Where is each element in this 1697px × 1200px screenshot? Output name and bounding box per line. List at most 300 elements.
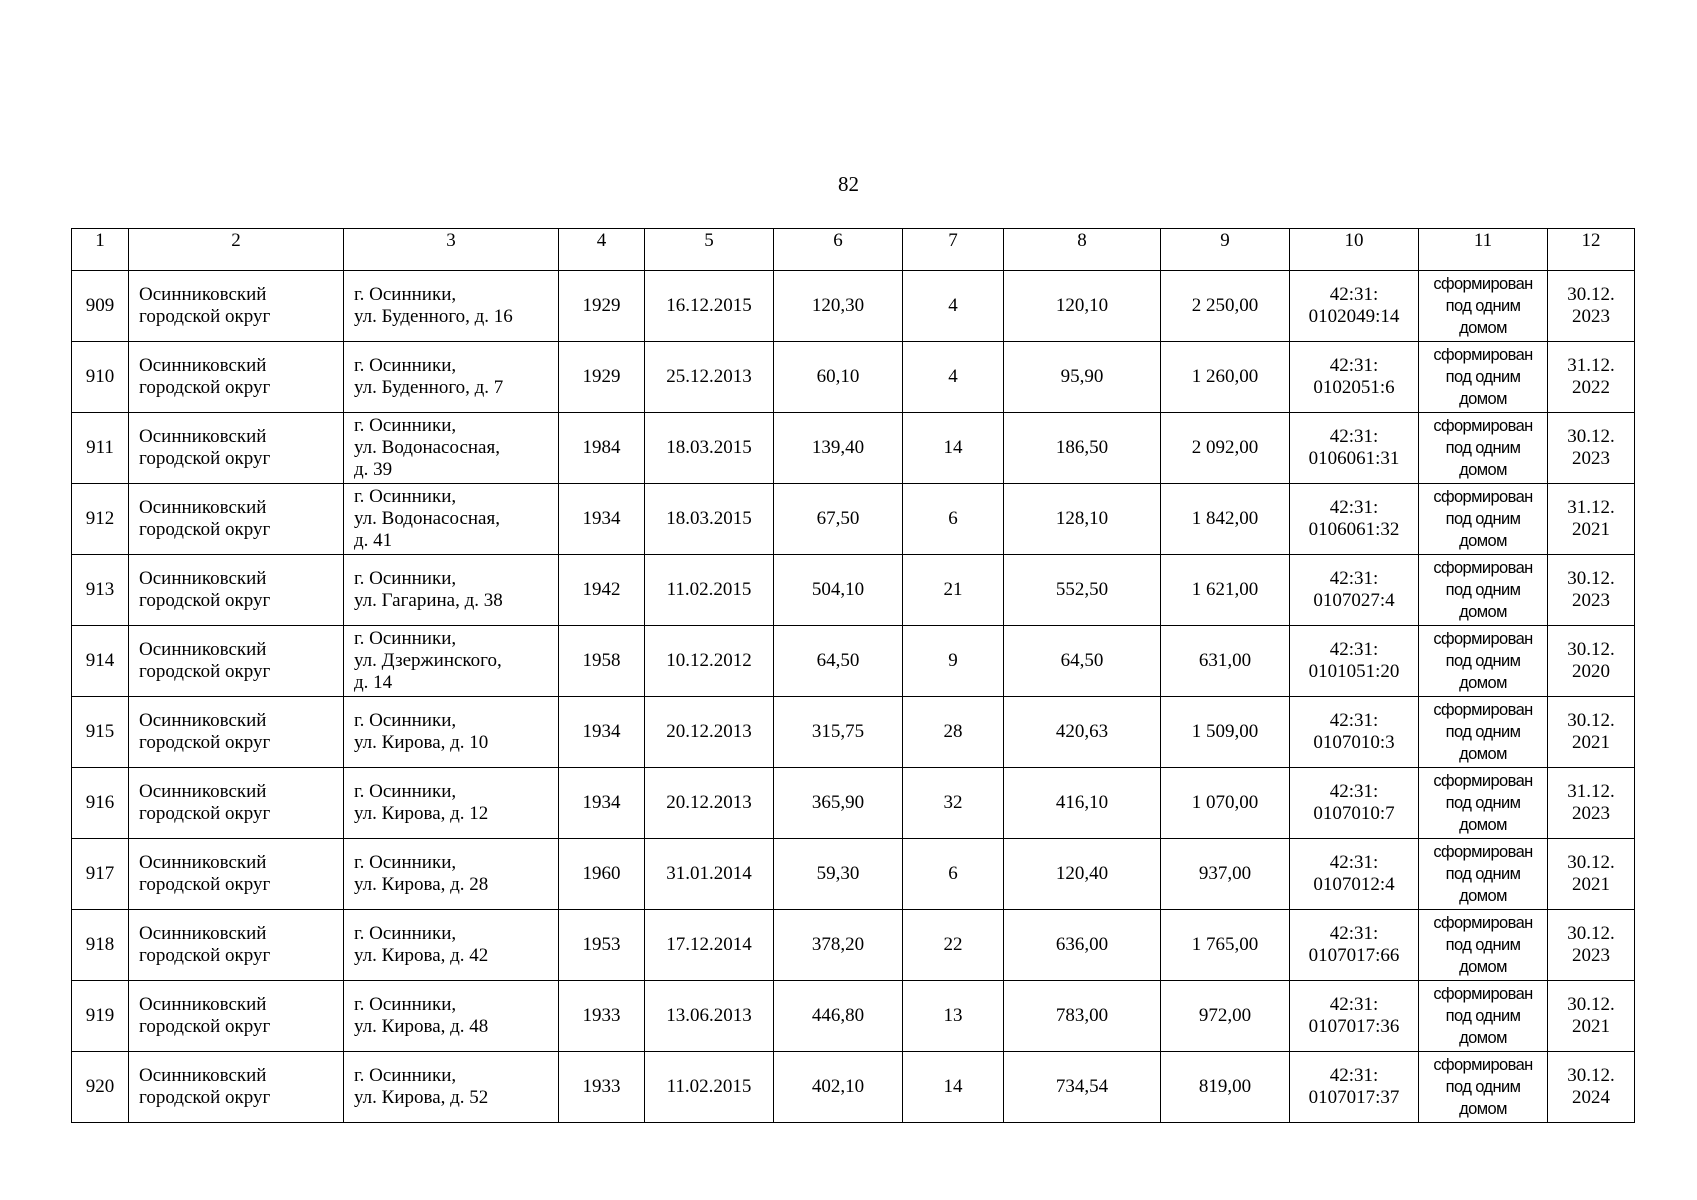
column-9-cell: 1 765,00 — [1161, 910, 1290, 981]
status-line: домом — [1459, 887, 1507, 905]
address-line: г. Осинники, — [354, 1065, 457, 1086]
column-7-cell: 4 — [903, 342, 1004, 413]
column-9-cell: 819,00 — [1161, 1052, 1290, 1123]
address-line: ул. Буденного, д. 7 — [354, 377, 504, 398]
row-number-cell: 920 — [72, 1052, 129, 1123]
cadastral-number-cell — [1290, 484, 1419, 555]
year-cell: 1942 — [559, 555, 645, 626]
cadastral-number-cell — [1290, 555, 1419, 626]
address-cell — [344, 413, 559, 484]
column-7-cell: 22 — [903, 910, 1004, 981]
year-cell: 1934 — [559, 768, 645, 839]
address-line: д. 39 — [354, 459, 393, 480]
municipality-line: Осинниковский — [139, 639, 267, 660]
address-line: ул. Кирова, д. 42 — [354, 945, 489, 966]
cadastral-number-line: 42:31: — [1329, 710, 1379, 731]
deadline-line: 2021 — [1572, 519, 1610, 540]
cadastral-number-line: 42:31: — [1329, 284, 1379, 305]
column-7-cell: 4 — [903, 271, 1004, 342]
status-line: сформирован — [1433, 346, 1533, 364]
column-7-cell: 6 — [903, 484, 1004, 555]
table-row — [72, 484, 1635, 555]
deadline-line: 30.12. — [1567, 426, 1615, 447]
status-line: под одним — [1445, 1078, 1521, 1096]
deadline-line: 2023 — [1572, 590, 1610, 611]
table-row — [72, 768, 1635, 839]
year-cell: 1929 — [559, 271, 645, 342]
column-9-cell: 1 621,00 — [1161, 555, 1290, 626]
municipality-line: городской округ — [139, 661, 271, 682]
cadastral-number-line: 0107017:37 — [1308, 1087, 1400, 1108]
deadline-line: 30.12. — [1567, 1065, 1615, 1086]
address-line: г. Осинники, — [354, 994, 457, 1015]
table-row — [72, 910, 1635, 981]
row-number-cell: 912 — [72, 484, 129, 555]
deadline-cell — [1548, 413, 1635, 484]
address-line: ул. Водонасосная, — [354, 437, 500, 458]
municipality-line: городской округ — [139, 590, 271, 611]
table-row — [72, 413, 1635, 484]
status-line: домом — [1459, 603, 1507, 621]
municipality-line: Осинниковский — [139, 497, 267, 518]
deadline-line: 2022 — [1572, 377, 1610, 398]
row-number-cell: 918 — [72, 910, 129, 981]
municipality-cell — [129, 555, 344, 626]
column-number-cell: 8 — [1004, 229, 1161, 271]
deadline-cell — [1548, 697, 1635, 768]
status-line: под одним — [1445, 652, 1521, 670]
cadastral-number-line: 42:31: — [1329, 639, 1379, 660]
deadline-line: 31.12. — [1567, 355, 1615, 376]
deadline-line: 30.12. — [1567, 923, 1615, 944]
deadline-line: 2023 — [1572, 945, 1610, 966]
address-line: ул. Кирова, д. 10 — [354, 732, 489, 753]
row-number-cell: 914 — [72, 626, 129, 697]
status-line: сформирован — [1433, 701, 1533, 719]
column-8-cell: 420,63 — [1004, 697, 1161, 768]
column-9-cell: 937,00 — [1161, 839, 1290, 910]
deadline-cell — [1548, 342, 1635, 413]
address-line: г. Осинники, — [354, 781, 457, 802]
municipality-line: Осинниковский — [139, 994, 267, 1015]
cadastral-number-line: 42:31: — [1329, 568, 1379, 589]
deadline-cell — [1548, 1052, 1635, 1123]
year-cell: 1933 — [559, 1052, 645, 1123]
column-number-cell: 1 — [72, 229, 129, 271]
row-number-cell: 919 — [72, 981, 129, 1052]
address-cell — [344, 839, 559, 910]
address-cell — [344, 981, 559, 1052]
column-7-cell: 21 — [903, 555, 1004, 626]
status-line: сформирован — [1433, 914, 1533, 932]
deadline-line: 30.12. — [1567, 994, 1615, 1015]
column-7-cell: 13 — [903, 981, 1004, 1052]
municipality-line: Осинниковский — [139, 568, 267, 589]
municipality-line: городской округ — [139, 519, 271, 540]
row-number-cell: 911 — [72, 413, 129, 484]
year-cell: 1929 — [559, 342, 645, 413]
deadline-line: 31.12. — [1567, 497, 1615, 518]
status-line: под одним — [1445, 936, 1521, 954]
deadline-cell — [1548, 271, 1635, 342]
table-row — [72, 697, 1635, 768]
table-row — [72, 981, 1635, 1052]
year-cell: 1933 — [559, 981, 645, 1052]
address-line: д. 14 — [354, 672, 393, 693]
column-7-cell: 28 — [903, 697, 1004, 768]
municipality-line: Осинниковский — [139, 355, 267, 376]
status-cell — [1419, 484, 1548, 555]
column-8-cell: 186,50 — [1004, 413, 1161, 484]
municipality-cell — [129, 1052, 344, 1123]
column-6-cell: 67,50 — [774, 484, 903, 555]
column-6-cell: 139,40 — [774, 413, 903, 484]
status-line: сформирован — [1433, 1056, 1533, 1074]
row-number-cell: 915 — [72, 697, 129, 768]
address-cell — [344, 484, 559, 555]
municipality-line: городской округ — [139, 1087, 271, 1108]
municipality-cell — [129, 484, 344, 555]
address-line: ул. Буденного, д. 16 — [354, 306, 513, 327]
status-line: сформирован — [1433, 630, 1533, 648]
year-cell: 1934 — [559, 484, 645, 555]
cadastral-number-line: 0102049:14 — [1308, 306, 1400, 327]
date-cell: 10.12.2012 — [645, 626, 774, 697]
cadastral-number-line: 42:31: — [1329, 1065, 1379, 1086]
deadline-line: 2023 — [1572, 803, 1610, 824]
deadline-line: 30.12. — [1567, 852, 1615, 873]
column-9-cell: 972,00 — [1161, 981, 1290, 1052]
status-line: под одним — [1445, 865, 1521, 883]
column-8-cell: 120,40 — [1004, 839, 1161, 910]
address-cell — [344, 910, 559, 981]
municipality-line: Осинниковский — [139, 710, 267, 731]
column-6-cell: 59,30 — [774, 839, 903, 910]
column-7-cell: 14 — [903, 1052, 1004, 1123]
column-6-cell: 365,90 — [774, 768, 903, 839]
status-cell — [1419, 697, 1548, 768]
status-line: под одним — [1445, 368, 1521, 386]
status-line: домом — [1459, 1029, 1507, 1047]
address-line: ул. Кирова, д. 28 — [354, 874, 489, 895]
municipality-cell — [129, 910, 344, 981]
status-line: домом — [1459, 1100, 1507, 1118]
status-line: под одним — [1445, 297, 1521, 315]
status-line: под одним — [1445, 723, 1521, 741]
column-8-cell: 128,10 — [1004, 484, 1161, 555]
municipality-cell — [129, 981, 344, 1052]
status-line: сформирован — [1433, 843, 1533, 861]
address-line: ул. Гагарина, д. 38 — [354, 590, 503, 611]
address-cell — [344, 697, 559, 768]
municipality-line: городской округ — [139, 732, 271, 753]
column-number-cell: 12 — [1548, 229, 1635, 271]
column-9-cell: 1 070,00 — [1161, 768, 1290, 839]
year-cell: 1953 — [559, 910, 645, 981]
deadline-cell — [1548, 839, 1635, 910]
cadastral-number-line: 42:31: — [1329, 852, 1379, 873]
municipality-line: городской округ — [139, 803, 271, 824]
cadastral-number-cell — [1290, 981, 1419, 1052]
status-line: сформирован — [1433, 772, 1533, 790]
year-cell: 1958 — [559, 626, 645, 697]
cadastral-number-line: 0107017:66 — [1308, 945, 1400, 966]
municipality-cell — [129, 413, 344, 484]
municipality-line: городской округ — [139, 306, 271, 327]
date-cell: 18.03.2015 — [645, 484, 774, 555]
cadastral-number-line: 42:31: — [1329, 994, 1379, 1015]
column-9-cell: 1 842,00 — [1161, 484, 1290, 555]
column-6-cell: 446,80 — [774, 981, 903, 1052]
address-line: г. Осинники, — [354, 486, 457, 507]
deadline-line: 2021 — [1572, 874, 1610, 895]
registry-table — [71, 228, 1635, 1123]
municipality-cell — [129, 342, 344, 413]
status-cell — [1419, 910, 1548, 981]
date-cell: 11.02.2015 — [645, 555, 774, 626]
column-number-cell: 7 — [903, 229, 1004, 271]
column-9-cell: 2 250,00 — [1161, 271, 1290, 342]
cadastral-number-line: 0107017:36 — [1308, 1016, 1400, 1037]
cadastral-number-cell — [1290, 910, 1419, 981]
column-9-cell: 631,00 — [1161, 626, 1290, 697]
status-cell — [1419, 981, 1548, 1052]
column-6-cell: 315,75 — [774, 697, 903, 768]
deadline-cell — [1548, 981, 1635, 1052]
column-8-cell: 783,00 — [1004, 981, 1161, 1052]
deadline-line: 2023 — [1572, 448, 1610, 469]
municipality-line: Осинниковский — [139, 923, 267, 944]
cadastral-number-line: 0101051:20 — [1308, 661, 1400, 682]
municipality-line: городской округ — [139, 448, 271, 469]
status-line: сформирован — [1433, 275, 1533, 293]
date-cell: 31.01.2014 — [645, 839, 774, 910]
status-line: домом — [1459, 958, 1507, 976]
cadastral-number-line: 42:31: — [1329, 426, 1379, 447]
table-row — [72, 342, 1635, 413]
status-line: домом — [1459, 319, 1507, 337]
status-cell — [1419, 626, 1548, 697]
municipality-cell — [129, 271, 344, 342]
column-7-cell: 9 — [903, 626, 1004, 697]
column-8-cell: 636,00 — [1004, 910, 1161, 981]
municipality-line: городской округ — [139, 1016, 271, 1037]
column-8-cell: 95,90 — [1004, 342, 1161, 413]
deadline-line: 30.12. — [1567, 568, 1615, 589]
status-line: сформирован — [1433, 417, 1533, 435]
column-number-cell: 2 — [129, 229, 344, 271]
deadline-line: 30.12. — [1567, 710, 1615, 731]
date-cell: 16.12.2015 — [645, 271, 774, 342]
cadastral-number-line: 42:31: — [1329, 497, 1379, 518]
cadastral-number-line: 0102051:6 — [1313, 377, 1395, 398]
page-number: 82 — [838, 172, 859, 196]
cadastral-number-line: 42:31: — [1329, 355, 1379, 376]
table-row — [72, 839, 1635, 910]
column-8-cell: 120,10 — [1004, 271, 1161, 342]
municipality-cell — [129, 839, 344, 910]
row-number-cell: 916 — [72, 768, 129, 839]
column-9-cell: 1 509,00 — [1161, 697, 1290, 768]
municipality-line: городской округ — [139, 377, 271, 398]
municipality-line: Осинниковский — [139, 781, 267, 802]
address-line: ул. Кирова, д. 48 — [354, 1016, 489, 1037]
municipality-line: Осинниковский — [139, 1065, 267, 1086]
cadastral-number-cell — [1290, 413, 1419, 484]
row-number-cell: 910 — [72, 342, 129, 413]
municipality-line: Осинниковский — [139, 284, 267, 305]
table-row — [72, 271, 1635, 342]
cadastral-number-cell — [1290, 271, 1419, 342]
column-8-cell: 64,50 — [1004, 626, 1161, 697]
status-line: домом — [1459, 461, 1507, 479]
cadastral-number-cell — [1290, 697, 1419, 768]
column-7-cell: 14 — [903, 413, 1004, 484]
deadline-line: 2024 — [1572, 1087, 1610, 1108]
deadline-line: 2021 — [1572, 732, 1610, 753]
municipality-cell — [129, 626, 344, 697]
status-cell — [1419, 1052, 1548, 1123]
year-cell: 1934 — [559, 697, 645, 768]
status-cell — [1419, 413, 1548, 484]
status-line: сформирован — [1433, 488, 1533, 506]
column-7-cell: 32 — [903, 768, 1004, 839]
status-cell — [1419, 342, 1548, 413]
deadline-line: 30.12. — [1567, 284, 1615, 305]
deadline-line: 30.12. — [1567, 639, 1615, 660]
address-line: ул. Дзержинского, — [354, 650, 502, 671]
column-number-row — [72, 229, 1635, 271]
table-row — [72, 555, 1635, 626]
column-number-cell: 10 — [1290, 229, 1419, 271]
address-cell — [344, 271, 559, 342]
address-cell — [344, 555, 559, 626]
column-number-cell: 5 — [645, 229, 774, 271]
status-line: сформирован — [1433, 559, 1533, 577]
municipality-line: городской округ — [139, 874, 271, 895]
municipality-cell — [129, 768, 344, 839]
cadastral-number-cell — [1290, 839, 1419, 910]
status-line: домом — [1459, 390, 1507, 408]
address-cell — [344, 626, 559, 697]
municipality-line: Осинниковский — [139, 426, 267, 447]
municipality-cell — [129, 697, 344, 768]
address-line: г. Осинники, — [354, 710, 457, 731]
cadastral-number-cell — [1290, 342, 1419, 413]
column-6-cell: 60,10 — [774, 342, 903, 413]
row-number-cell: 909 — [72, 271, 129, 342]
cadastral-number-line: 42:31: — [1329, 923, 1379, 944]
cadastral-number-line: 0107012:4 — [1313, 874, 1395, 895]
deadline-cell — [1548, 768, 1635, 839]
status-line: сформирован — [1433, 985, 1533, 1003]
cadastral-number-cell — [1290, 626, 1419, 697]
year-cell: 1984 — [559, 413, 645, 484]
date-cell: 20.12.2013 — [645, 768, 774, 839]
column-6-cell: 378,20 — [774, 910, 903, 981]
cadastral-number-line: 0107027:4 — [1313, 590, 1395, 611]
deadline-cell — [1548, 484, 1635, 555]
municipality-line: городской округ — [139, 945, 271, 966]
column-6-cell: 120,30 — [774, 271, 903, 342]
column-9-cell: 2 092,00 — [1161, 413, 1290, 484]
status-line: под одним — [1445, 1007, 1521, 1025]
deadline-line: 31.12. — [1567, 781, 1615, 802]
column-8-cell: 734,54 — [1004, 1052, 1161, 1123]
address-cell — [344, 1052, 559, 1123]
cadastral-number-line: 0107010:7 — [1313, 803, 1395, 824]
date-cell: 11.02.2015 — [645, 1052, 774, 1123]
date-cell: 25.12.2013 — [645, 342, 774, 413]
status-line: под одним — [1445, 581, 1521, 599]
cadastral-number-cell — [1290, 1052, 1419, 1123]
status-line: под одним — [1445, 439, 1521, 457]
deadline-line: 2021 — [1572, 1016, 1610, 1037]
table-row — [72, 1052, 1635, 1123]
column-number-cell: 3 — [344, 229, 559, 271]
deadline-line: 2020 — [1572, 661, 1610, 682]
address-cell — [344, 768, 559, 839]
deadline-cell — [1548, 555, 1635, 626]
address-line: г. Осинники, — [354, 415, 457, 436]
column-number-cell: 11 — [1419, 229, 1548, 271]
status-line: домом — [1459, 745, 1507, 763]
status-line: домом — [1459, 532, 1507, 550]
status-line: домом — [1459, 816, 1507, 834]
municipality-line: Осинниковский — [139, 852, 267, 873]
column-8-cell: 552,50 — [1004, 555, 1161, 626]
column-9-cell: 1 260,00 — [1161, 342, 1290, 413]
status-line: под одним — [1445, 794, 1521, 812]
column-number-cell: 4 — [559, 229, 645, 271]
status-cell — [1419, 555, 1548, 626]
address-line: г. Осинники, — [354, 355, 457, 376]
cadastral-number-line: 0106061:31 — [1308, 448, 1400, 469]
column-number-cell: 9 — [1161, 229, 1290, 271]
status-cell — [1419, 839, 1548, 910]
row-number-cell: 917 — [72, 839, 129, 910]
address-cell — [344, 342, 559, 413]
cadastral-number-line: 42:31: — [1329, 781, 1379, 802]
row-number-cell: 913 — [72, 555, 129, 626]
cadastral-number-line: 0107010:3 — [1313, 732, 1395, 753]
date-cell: 20.12.2013 — [645, 697, 774, 768]
cadastral-number-cell — [1290, 768, 1419, 839]
deadline-line: 2023 — [1572, 306, 1610, 327]
address-line: г. Осинники, — [354, 568, 457, 589]
address-line: д. 41 — [354, 530, 393, 551]
table-row — [72, 626, 1635, 697]
column-8-cell: 416,10 — [1004, 768, 1161, 839]
year-cell: 1960 — [559, 839, 645, 910]
address-line: г. Осинники, — [354, 284, 457, 305]
column-6-cell: 402,10 — [774, 1052, 903, 1123]
address-line: г. Осинники, — [354, 628, 457, 649]
address-line: ул. Кирова, д. 12 — [354, 803, 489, 824]
date-cell: 17.12.2014 — [645, 910, 774, 981]
address-line: г. Осинники, — [354, 923, 457, 944]
column-number-cell: 6 — [774, 229, 903, 271]
date-cell: 13.06.2013 — [645, 981, 774, 1052]
column-6-cell: 64,50 — [774, 626, 903, 697]
column-7-cell: 6 — [903, 839, 1004, 910]
status-line: под одним — [1445, 510, 1521, 528]
table-body — [72, 229, 1635, 1123]
cadastral-number-line: 0106061:32 — [1308, 519, 1400, 540]
column-6-cell: 504,10 — [774, 555, 903, 626]
deadline-cell — [1548, 626, 1635, 697]
address-line: г. Осинники, — [354, 852, 457, 873]
